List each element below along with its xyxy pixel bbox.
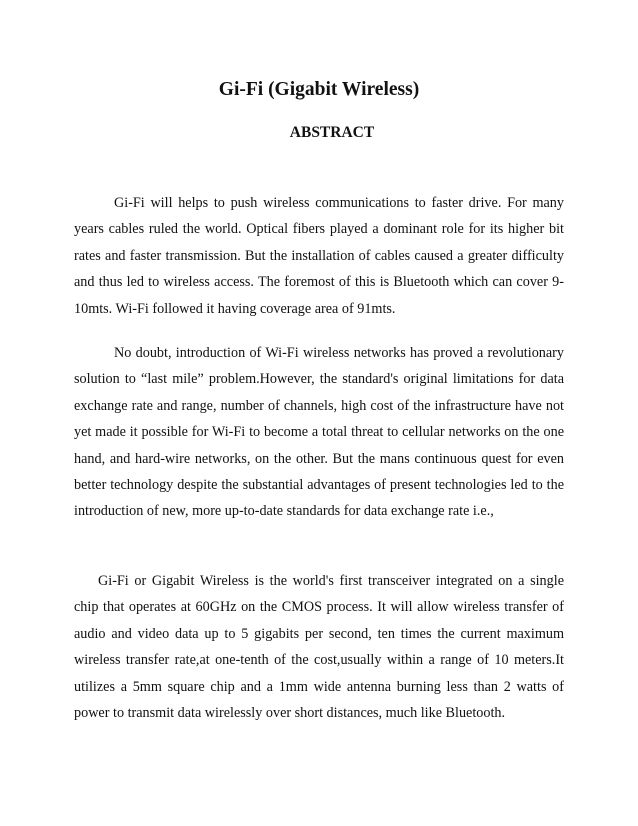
abstract-paragraph-2: No doubt, introduction of Wi-Fi wireless networks has proved a revolutionary solution to “last mile” problem.However, the standard's original limitations for data exchange rate and range, number of channels, high cost of the infrastructure have not yet made it possible for Wi-Fi to become a total threat to cellular networks on the one hand, and hard-wire networks, on the other. But the mans continuous quest for even better technology despite the substantial advantages of present technologies led to the introduction of new, more up-to-date standards for data exchange rate i.e., [74,345,564,520]
abstract-paragraph-3: Gi-Fi or Gigabit Wireless is the world's first transceiver integrated on a single chip that operates at 60GHz on the CMOS process. It will allow wireless transfer of audio and video data up to 5 gigabits per second, ten times the current maximum wireless transfer rate,at one-tenth of the cost,usually within a range of 10 meters.It utilizes a 5mm square chip and a 1mm wide antenna burning less than 2 watts of power to transmit data wirelessly over short distances, much like Bluetooth. [74,573,564,722]
abstract-paragraph-1: Gi-Fi will helps to push wireless communications to faster drive. For many years cables ruled the world. Optical fibers played a dominant role for its higher bit rates and faster transmission. But the installation of cables caused a greater difficulty and thus led to wireless access. The foremost of this is Bluetooth which can cover 9-10mts. Wi-Fi followed it having coverage area of 91mts. [74,195,564,317]
abstract-heading: ABSTRACT [289,124,375,141]
document-title: Gi-Fi (Gigabit Wireless) [218,79,420,100]
